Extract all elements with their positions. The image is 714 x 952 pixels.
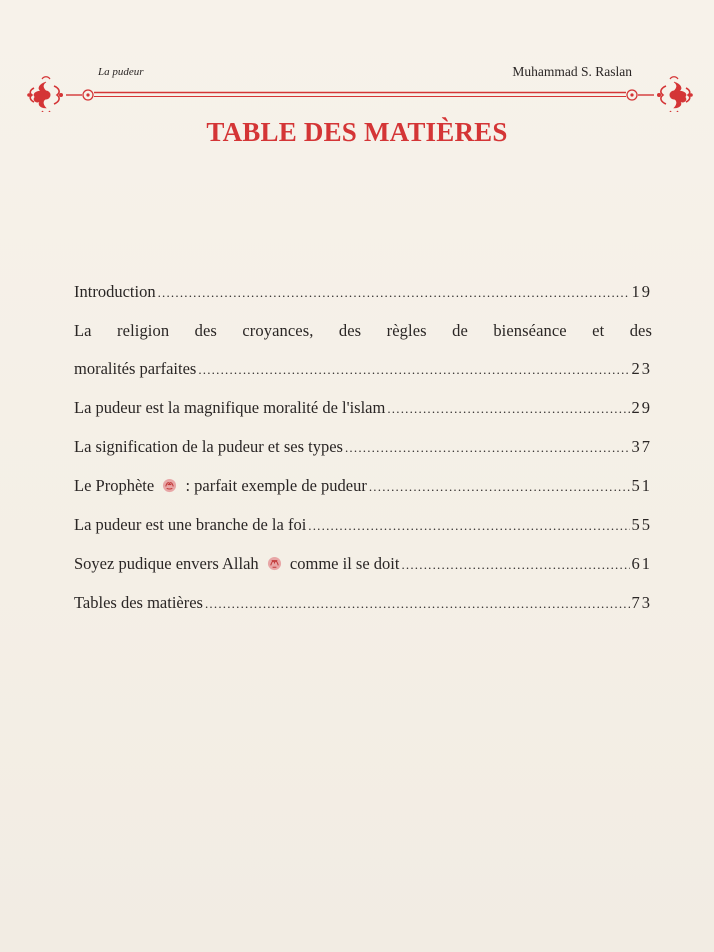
toc-page-number: 55 (631, 515, 652, 534)
running-header (24, 64, 696, 112)
toc-leader-dots (387, 390, 629, 428)
toc-page-number: 61 (631, 554, 652, 573)
toc-entry-magnifique-moralite[interactable] (74, 389, 652, 428)
toc-entry-title-part: comme il se doit (289, 554, 400, 573)
toc-page-number: 19 (631, 282, 652, 301)
toc-entry-branche-foi[interactable] (74, 506, 652, 545)
toc-entry-title: La pudeur est une branche de la foi (74, 515, 307, 534)
toc-entry-title-part: : parfait exemple de pudeur (185, 476, 367, 495)
toc-entry-prophete[interactable] (74, 467, 652, 506)
header-book-title: La pudeur (98, 66, 144, 78)
floral-ornament-icon (657, 77, 693, 112)
toc-entry-title: Tables des matières (74, 593, 203, 612)
toc-leader-dots (205, 585, 630, 623)
toc-page-number: 51 (631, 476, 652, 495)
arabic-calligraphy-honorific-icon (267, 556, 282, 571)
header-author: Muhammad S. Raslan (512, 64, 632, 79)
toc-entry-title-part: Le Prophète (74, 476, 155, 495)
toc-leader-dots (158, 274, 630, 312)
toc-leader-dots (401, 546, 629, 584)
toc-entry-title: moralités parfaites (74, 359, 197, 378)
floral-ornament-icon (27, 77, 63, 112)
toc-entry-soyez-pudique[interactable] (74, 545, 652, 584)
toc-leader-dots (369, 468, 630, 506)
toc-page-number: 29 (631, 398, 652, 417)
toc-entry-title-part: Soyez pudique envers Allah (74, 554, 259, 573)
toc-entry-title (74, 467, 367, 505)
toc-entry-introduction[interactable] (74, 273, 652, 312)
toc-entry-signification[interactable] (74, 428, 652, 467)
toc-entry-title (74, 545, 399, 583)
toc-leader-dots (345, 429, 630, 467)
toc-entry-title: Introduction (74, 282, 156, 301)
toc-entry-tables-matieres[interactable] (74, 584, 652, 623)
page-title: TABLE DES MATIÈRES (206, 117, 508, 147)
toc-page-number: 37 (631, 437, 652, 456)
arabic-calligraphy-honorific-icon (162, 478, 177, 493)
table-of-contents (74, 273, 652, 623)
toc-page-number: 23 (631, 359, 652, 378)
toc-entry-title-line: La religion des croyances, des règles de bienséance et des (74, 321, 652, 340)
toc-entry-title: La pudeur est la magnifique moralité de l'islam (74, 398, 386, 417)
toc-entry-religion[interactable] (74, 312, 652, 389)
toc-leader-dots (198, 351, 629, 389)
toc-page-number: 73 (631, 593, 652, 612)
toc-leader-dots (308, 507, 629, 545)
toc-entry-title: La signification de la pudeur et ses types (74, 437, 343, 456)
